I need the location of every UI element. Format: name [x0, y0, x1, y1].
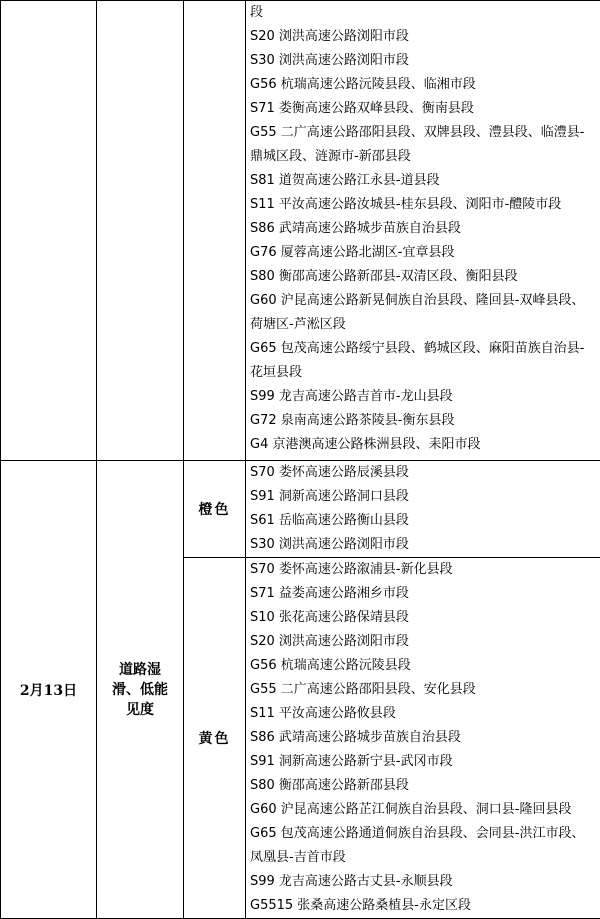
- date-cell: [1, 461, 97, 919]
- road-segment-item: S11 平汝高速公路汝城县-桂东县段、浏阳市-醴陵市段: [250, 197, 562, 212]
- road-list-cell: [246, 1, 600, 461]
- road-segment-item: G65 包茂高速公路绥宁县段、鹤城区段、麻阳苗族自治县-花垣县段: [250, 341, 585, 380]
- level-cell-empty: [184, 1, 246, 461]
- road-segment-item: S71 益娄高速公路湘乡市段: [250, 586, 409, 601]
- road-list-continued: [246, 1, 600, 457]
- warning-type-cell: [97, 461, 184, 919]
- road-segment-item: G55 二广高速公路邵阳县段、安化县段: [250, 682, 476, 697]
- level-label-orange: 橙色: [198, 502, 231, 518]
- road-segment-item: S11 平汝高速公路攸县段: [250, 706, 396, 721]
- road-list-cell-yellow: [246, 558, 600, 919]
- warning-type-cell-empty: [97, 1, 184, 461]
- warning-type-label: 道路湿滑、低能见度: [112, 661, 168, 718]
- road-segment-item: G76 厦蓉高速公路北湖区-宜章县段: [250, 245, 455, 260]
- road-list-yellow: [246, 558, 600, 918]
- road-segment-item: S71 娄衡高速公路双峰县段、衡南县段: [250, 101, 474, 116]
- road-segment-item: S86 武靖高速公路城步苗族自治县段: [250, 221, 461, 236]
- road-segment-item: S99 龙吉高速公路古丈县-永顺县段: [250, 874, 453, 889]
- road-segment-item: S86 武靖高速公路城步苗族自治县段: [250, 730, 461, 745]
- road-segment-item: S91 洞新高速公路新宁县-武冈市段: [250, 754, 453, 769]
- road-segment-item: G60 沪昆高速公路新晃侗族自治县段、隆回县-双峰县段、荷塘区-芦淞区段: [250, 293, 585, 332]
- road-segment-item: S61 岳临高速公路衡山县段: [250, 513, 409, 528]
- road-segment-item: S99 龙吉高速公路吉首市-龙山县段: [250, 389, 453, 404]
- road-segment-item: G5515 张桑高速公路桑植县-永定区段: [250, 898, 471, 913]
- road-segment-item: S30 浏洪高速公路浏阳市段: [250, 53, 409, 68]
- road-list-orange: [246, 461, 600, 557]
- road-segment-item: S91 洞新高速公路洞口县段: [250, 489, 409, 504]
- road-segment-item: S81 道贺高速公路江永县-道县段: [250, 173, 440, 188]
- road-segment-item: S80 衡邵高速公路新邵县段: [250, 778, 409, 793]
- road-segment-item: 段: [250, 5, 264, 20]
- road-segment-item: S10 张花高速公路保靖县段: [250, 610, 409, 625]
- level-cell-orange: [184, 461, 246, 558]
- road-segment-item: S70 娄怀高速公路辰溪县段: [250, 465, 409, 480]
- road-segment-item: G72 泉南高速公路茶陵县-衡东县段: [250, 413, 455, 428]
- date-cell-empty: [1, 1, 97, 461]
- road-list-cell-orange: [246, 461, 600, 558]
- date-label: 2月13日: [19, 682, 78, 699]
- road-segment-item: G56 杭瑞高速公路沅陵县段: [250, 658, 411, 673]
- level-label-yellow: 黄色: [198, 731, 231, 747]
- road-segment-item: G55 二广高速公路邵阳县段、双牌县段、澧县段、临澧县-鼎城区段、涟源市-新邵县段: [250, 125, 585, 164]
- road-segment-item: S20 浏洪高速公路浏阳市段: [250, 634, 409, 649]
- level-cell-yellow: [184, 558, 246, 919]
- road-segment-item: S30 浏洪高速公路浏阳市段: [250, 537, 409, 552]
- road-segment-item: S70 娄怀高速公路溆浦县-新化县段: [250, 562, 453, 577]
- road-segment-item: G4 京港澳高速公路株洲县段、耒阳市段: [250, 437, 481, 452]
- road-segment-item: S20 浏洪高速公路浏阳市段: [250, 29, 409, 44]
- road-segment-item: G60 沪昆高速公路芷江侗族自治县段、洞口县-隆回县段: [250, 802, 572, 817]
- road-segment-item: G65 包茂高速公路通道侗族自治县段、会同县-洪江市段、凤凰县-吉首市段: [250, 826, 585, 865]
- table-row-orange: [1, 461, 600, 558]
- road-segment-item: G56 杭瑞高速公路沅陵县段、临湘市段: [250, 77, 476, 92]
- road-segment-item: S80 衡邵高速公路新邵县-双清区段、衡阳县段: [250, 269, 518, 284]
- table-row-continued: [1, 1, 600, 461]
